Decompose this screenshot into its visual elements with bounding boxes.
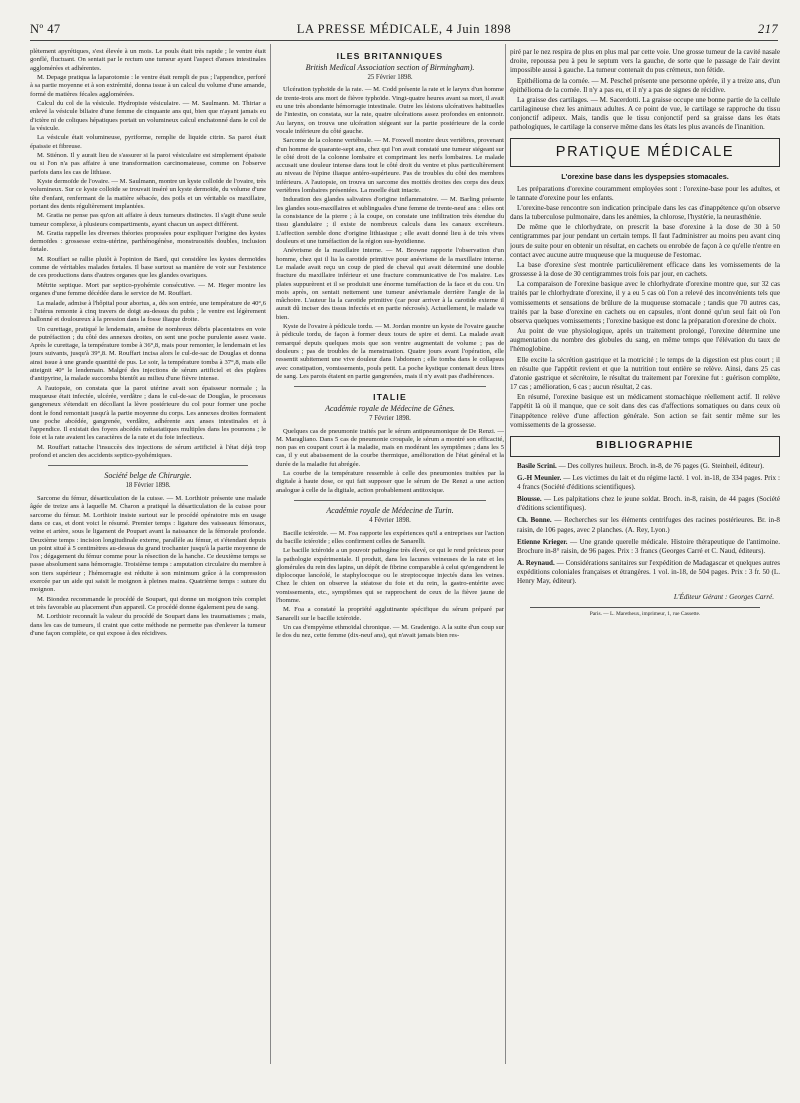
paragraph: Un curettage, pratiqué le lendemain, amène de nombreux débris placentaires en voie de putréfaction ; du côté des annexes droites, on sent une poche purulente assez vaste. Après le curettage, la température tombe à 36°,8, mais pour remonter, le lendemain et les jours suivants, jusqu'à 39°,8. M. Rouffart incisa alors le cul-de-sac de Douglas et donna ainsi issue à une grande quantité de pus. Le soir, la température tomba à 37°,8, mais elle atteignit 40° le lendemain. Malgré des injections de sérum artificiel et des piqûres d'antipyrine, la malade succomba bientôt au milieu d'une fièvre intense.: [30, 325, 266, 383]
bibliography-entry: [510, 538, 780, 556]
bib-text: — Les palpitations chez le jeune soldat. Broch. in-8, raisin, de 44 pages (Société d'éditions scientifiques).: [517, 495, 780, 513]
paragraph: Calcul du col de la vésicule. Hydropisie vésiculaire. — M. Saulmann. M. Thiriar a enlevé la vésicule biliaire d'une femme de cinquante ans qui, bien que n'ayant jamais eu d'ictère ni de coliques hépatiques portait un volumineux calcul enchatonné dans le col de la vésicule.: [30, 99, 266, 132]
printer-line: Paris. — L. Maretheux, imprimeur, 1, rue Cassette.: [530, 607, 760, 618]
bib-text: — Considérations sanitaires sur l'expédition de Madagascar et quelques autres expéditions coloniales françaises et étrangères. 1 vol. in-18, de 504 pages. Prix : 3 fr. 50 (L. Henry May, éditeur).: [517, 559, 780, 586]
column-divider: [505, 44, 506, 1064]
paragraph: M. Gratia ne pense pas qu'on ait affaire à deux tumeurs distinctes. Il s'agit d'une seule tumeur complexe, à plusieurs compartiments, ayant chacun un aspect différent.: [30, 212, 266, 228]
section-heading: ITALIE: [373, 392, 407, 403]
paragraph: Induration des glandes salivaires d'origine inflammatoire. — M. Barling présente les glandes sous-maxillaires et sublinguales d'une femme de trente-neuf ans : elles ont la consistance de la pierre ; à la coupe, on constate une infiltration très étendue du tissu glandulaire ; il existe de nombreux calculs dans les canaux excréteurs. L'affection semble donc d'origine lithiasique ; elle avait donné lieu à de très vives douleurs et une tuméfaction de la région sus-hyoïdienne.: [276, 196, 504, 245]
column-divider: [270, 44, 271, 1064]
paragraph: M. Rouffart rattache l'insuccès des injections de sérum artificiel à l'état déjà trop profond et ancien des accidents septico-pyohémiques.: [30, 443, 266, 460]
bibliography-entry: [510, 462, 780, 471]
bibliographie-heading: BIBLIOGRAPHIE: [510, 436, 780, 457]
paragraph: De même que le chlorhydrate, on prescrit la base d'orexine à la dose de 30 à 50 centigrammes par jour pendant un certain temps. Il faut l'administrer au moins peu avant cinq jours de suite pour en obtenir un résultat, en cachets ou enrobée de façon à ce qu'elle n'entre en contact avec aucune autre muqueuse que la muqueuse de l'estomac.: [510, 223, 780, 259]
bib-text: — Les victimes du lait et du régime lacté. 1 vol. in-18, de 334 pages. Prix : 4 francs (Société d'éditions scientifiques).: [517, 473, 780, 492]
column-1-text: [30, 48, 266, 460]
bib-text: — Recherches sur les éléments centrifuges des racines postérieures. Br. in-8 raisin, de 106 pages, avec 2 planches. (A. Rey, Lyon.): [517, 516, 780, 534]
paragraph: Quelques cas de pneumonie traités par le sérum antipneumonique de De Renzi. — M. Maragliano. Dans 5 cas de pneumonie croupale, le sérum a montré son efficacité, non pas en coupant court à la maladie, mais en modérant les symptômes ; dans les 5 cas, il y eut abaissement de la courbe thermique, amélioration de l'état général et la durée de la maladie fut abrégée.: [276, 427, 504, 468]
page-header: [30, 22, 778, 38]
bib-author: G.-H Meunier.: [517, 473, 562, 482]
pratique-medicale-heading: PRATIQUE MÉDICALE: [510, 138, 780, 167]
column-2: [276, 48, 504, 1058]
paragraph: La graisse des cartilages. — M. Sacerdotti. La graisse occupe une bonne partie de la cellule cartilagineuse chez les animaux adultes. A ce point de vue, le cartilage se rapproche du tissu conjonctif adipeux. Mais, tandis que le tissu conjonctif perd sa graisse dans les états pathologiques, le cartilage la conserve même dans les états les plus avancés de l'inanition.: [510, 95, 780, 132]
paragraph: Anévrisme de la maxillaire interne. — M. Browne rapporte l'observation d'un homme, chez qui il lia la carotide primitive pour anévrisme de la maxillaire interne. Le malade avait reçu un coup de pied de cheval qui avait déterminé une double fracture du maxillaire inférieur et une fracture communicative de l'os malaire. Les plaies suppurèrent et il se produisit une énorme tuméfaction de la face et du cou. Un mois après, on sentait nettement une tumeur anévrismale derrière l'angle de la mâchoire. L'auteur lia la carotide primitive (car pour arriver à la carotide externe il aurait dû inciser des tissus infectés et en partie nécrosés). Actuellement, le malade va bien.: [276, 247, 504, 321]
column-3: [510, 48, 780, 1058]
paragraph: A l'autopsie, on constata que la paroi utérine avait son épaisseur normale ; la muqueuse était infectée, ulcérée, verdâtre ; dans le cul-de-sac de Douglas, le processus gangreneux s'étendait en décollant la lèvre postérieure du col pour former une poche dont le fond remontait jusqu'à la partie moyenne du corps. Les annexes droites formaient une poche abcédée, gangrenée, verdâtre, adhérente aux anses intestinales et à l'appendice. Il existait des foyers abcédés métastatiques multiples dans les poumons ; le foie et la rate avaient les caractères de la rate et du foie infectieux.: [30, 384, 266, 442]
paragraph: Kyste de l'ovaire à pédicule tordu. — M. Jordan montre un kyste de l'ovaire gauche à pédicule tordu, de façon à former deux tours de spire et demi. La malade avait remarqué depuis quelques mois que son ventre augmentait de volume ; pas de douleurs ; pas de troubles de la menstruation. Quatre jours avant l'opération, elle ressentit subitement une vive douleur dans l'abdomen ; elle tomba dans le collapsus avec constipation, vomissements, pouls petit. La poche kystique contenait deux litres de sang. Les parois étaient en partie gangrenées, mais il n'y avait pas d'adhérences.: [276, 323, 504, 380]
paragraph: La courbe de la température ressemble à celle des pneumonies traitées par la digitale à haute dose, ce qui fait supposer que le sérum de De Renzi a une action analogue à celle de la digitale, action probablement antitoxique.: [276, 470, 504, 494]
section-rule: [294, 500, 486, 501]
bibliography-entry: [510, 474, 780, 492]
journal-title: LA PRESSE MÉDICALE, 4 Juin 1898: [296, 22, 512, 36]
society-date: 18 Février 1898.: [125, 482, 171, 490]
section-date: 25 Février 1898.: [367, 73, 413, 81]
header-rule: [30, 40, 778, 41]
paragraph: Kyste dermoïde de l'ovaire. — M. Saulmann, montre un kyste colloïde de l'ovaire, très volumineux. Sur ce kyste colloïde se trouvait inséré un kyste dermoïde, du volume d'une tête d'enfant, renfermant de la matière sébacée, des poils et un véritable os maxillaire, portant des dents régulièrement implantées.: [30, 177, 266, 210]
section-heading: ILES BRITANNIQUES: [336, 51, 444, 61]
section-subtitle: British Medical Association section of Birmingham).: [305, 62, 475, 72]
paragraph: En résumé, l'orexine basique est un médicament stomachique réellement actif. Il relève l'appétit là où il manque, que ce soit dans des cas d'affections somatiques ou dans ceux où l'inappétence relève d'une affection générale. Son action se fait sentir même sur les vomissements de la grossesse.: [510, 393, 780, 429]
paragraph: Elle excite la sécrétion gastrique et la motricité ; le temps de la digestion est plus court ; il en résulte que l'appétit revient et que la nutrition tout entière se relève. Ainsi, dans 25 cas d'atonie gastrique et sécrétoire, le résultat du traitement par l'orexine fut : guérison complète, 17 cas ; amélioration, 6 cas ; aucun résultat, 2 cas.: [510, 355, 780, 392]
bibliography-entry: [510, 559, 780, 586]
section-rule: [48, 465, 248, 466]
paragraph: La comparaison de l'orexine basique avec le chlorhydrate d'orexine montre que, sur 32 cas traités par le chlorhydrate d'orexine, il y a eu 5 cas où l'on a relevé des inconvénients tels que vomissements et sensations de brûlure de la muqueuse stomacale ; tandis que 70 autres cas, traités par la base d'orexine en cachets ou en capsules, n'ont donné qu'un seul fait où l'on observa quelques vomissements ; l'orexine basique est donc la préparation d'orexine de choix.: [510, 280, 780, 325]
paragraph: piré par le nez respira de plus en plus mal par cette voie. Une grosse tumeur de la cavité nasale droite, repoussa peu à peu le septum vers la gauche, de sorte que le passage de l'air devint impossible aussi à gauche. La tumeur contenait du pus crémeux, non fétide.: [510, 48, 780, 75]
section-subtitle: Académie royale de Médecine de Turin.: [326, 506, 454, 516]
paragraph: M. Lorthioir reconnaît la valeur du procédé de Soupart dans les traumatismes ; mais, dans les cas de tumeurs, il craint que cette méthode ne permette pas d'enlever la tumeur d'une façon complète, ce qui expose à des récidives.: [30, 613, 266, 637]
paragraph: Epithélioma de la cornée. — M. Peschel présente une personne opérée, il y a treize ans, d'un épithélioma de la cornée. Il n'y a pas eu, et il n'y a pas de signes de récidive.: [510, 76, 780, 94]
paragraph: Sarcome de la colonne vertébrale. — M. Foxwell montre deux vertèbres, provenant d'un homme de quarante-sept ans, chez qui l'on avait constaté une tumeur siégeant sur le côté droit de la colonne lombaire et comprimant les nerfs lombaires. Le malade accusait une douleur intense dans tout le côté droit du ventre et plus particulièrement au niveau de l'épine iliaque antéro-supérieure. Pas de troubles du côté des membres inférieurs. A l'autopsie, on trouva un sarcome des moitiés droites des corps des deux vertèbres lombaires présentées. La moelle était intacte.: [276, 137, 504, 195]
bib-author: Ch. Bonne.: [517, 516, 552, 525]
paragraph: Sarcome du fémur, désarticulation de la cuisse. — M. Lorthioir présente une malade âgée de treize ans à laquelle M. Charon a pratiqué la désarticulation de la cuisse pour sarcome du fémur. M. Lorthioir insiste surtout sur le procédé opératoire mis en usage dans ce cas, et dont voici le résumé. Premier temps : ligature des vaisseaux fémoraux, veine et artère, sous le ligament de Poupart avant la naissance de la fémorale profonde. Deuxième temps : incision longitudinale externe, parallèle au fémur, et s'étendant depuis un point situé à 5 centimètres au-dessus du grand trochanter jusqu'à la partie moyenne de l'os ; dégagement du fémur comme pour la résection de la hanche. Ce deuxième temps se passe absolument sans hémorragie. Troisième temps : amputation circulaire du membre à son tiers supérieur ; l'hémorragie est réduite à son minimum grâce à la compression exercée par un aide qui saisit le moignon à pleines mains. Quatrième temps : suture du moignon.: [30, 495, 266, 594]
society-title: Société belge de Chirurgie.: [104, 471, 192, 481]
paragraph: Le bacille ictéroïde a un pouvoir pathogène très élevé, ce qui le rend précieux pour la pathologie expérimentale. Il produit, dans les lacunes veineuses de la rate et les glomérules du rein des lapins, un dépôt de fibrine comparable à celui qu'engendrent le diplocoque lancéolé, le staphylocoque ou le streptocoque injectés dans les veines. Chez le chien on observe la stéatose du foie et du rein, la gastro-entérite avec vomissements, etc., symptômes qui se rapprochent de ceux de la fièvre jaune de l'homme.: [276, 547, 504, 605]
section-subtitle: Académie royale de Médecine de Gênes.: [325, 403, 455, 413]
paragraph: M. Biondez recommande le procédé de Soupart, qui donne un moignon très complet et très favorable au placement d'un appareil. Ce procédé donne également peu de sang.: [30, 595, 266, 611]
bibliography-entry: [510, 516, 780, 534]
paragraph: Bacille ictéroïde. — M. Foa rapporte les expériences qu'il a entreprises sur l'action du bacille ictéroïde ; elles confirment celles de Sanarelli.: [276, 529, 504, 545]
paragraph: La malade, admise à l'hôpital pour abortus, a, dès son entrée, une température de 40°,6 : l'utérus remonte à cinq travers de doigt au-dessus du pubis ; le ventre est légèrement ballonné et douloureux à la pression dans la fosse iliaque droite.: [30, 299, 266, 324]
bib-text: — Une grande querelle médicale. Histoire thérapeutique de l'antimoine. Brochure in-8° raisin, de 96 pages. Prix : 3 francs (Georges Carré et C. Naud, éditeurs).: [517, 537, 780, 555]
paragraph: La base d'orexine s'est montrée particulièrement efficace dans les vomissements de la grossesse à la dose de 30 centigrammes trois fois par jour, en cachets.: [510, 260, 780, 279]
paragraph: M. Foa a constaté la propriété agglutinante spécifique du sérum préparé par Sanarelli sur le bacille ictéroïde.: [276, 606, 504, 622]
bib-author: Basile Scrini.: [517, 461, 557, 470]
paragraph: plètement apyrétiques, s'est élevée à un mois. Le pouls était très rapide ; le ventre était gonflé, fluctuant. On sentait par le rectum une tumeur ayant l'aspect d'anses intestinales agglomérées et adhérentes.: [30, 48, 266, 72]
paragraph: Au point de vue physiologique, après un traitement prolongé, l'orexine détermine une augmentation du nombre des globules du sang, en même temps que l'élévation du taux de l'hémoglobine.: [510, 327, 780, 354]
paragraph: Un cas d'empyème ethmoïdal chronique. — M. Gradenigo. A la suite d'un coup sur le dos du nez, cette femme (dix-neuf ans), qui n'avait jamais bien res-: [276, 624, 504, 640]
paragraph: Les préparations d'orexine couramment employées sont : l'orexine-base pour les adultes, et le tannate d'orexine pour les enfants.: [510, 184, 780, 202]
section-date: 4 Février 1898.: [369, 517, 411, 525]
page-number-left: Nº 47: [30, 22, 61, 36]
bib-text: — Des collyres huileux. Broch. in-8, de 76 pages (G. Steinheil, éditeur).: [556, 461, 765, 470]
bibliography-list: [510, 462, 780, 587]
bibliography-entry: [510, 495, 780, 513]
section-date: 7 Février 1898.: [369, 414, 411, 422]
bib-author: Etienne Krieger.: [517, 537, 568, 546]
paragraph: M. Gratia rappelle les diverses théories proposées pour expliquer l'origine des kystes dermoïdes : grossesse extra-utérine, parthénogénèse, monstruosités doubles, inclusion fœtale.: [30, 229, 266, 254]
paragraph: Métrite septique. Mort par septico-pyohémie consécutive. — M. Heger montre les organes d'une femme décédée dans le service de M. Rouffart.: [30, 281, 266, 298]
paragraph: L'orexine-base rencontre son indication principale dans les cas d'inappétence qu'on observe dans la tuberculose pulmonaire, dans les anémies, la chlorose, l'hystérie, la neurasthénie.: [510, 203, 780, 222]
article-title: L'orexine base dans les dyspepsies stomacales.: [561, 172, 729, 182]
paragraph: M. Depage pratiqua la laparotomie : le ventre était rempli de pus ; l'appendice, perforé à sa partie moyenne et à son extrémité, donna issue à un calcul du volume d'une amande, formé de matières fécales agglomérées.: [30, 73, 266, 98]
column-1: [30, 48, 266, 1058]
paragraph: Ulcération typhoïde de la rate. — M. Codd présente la rate et le larynx d'un homme de trente-trois ans mort de fièvre typhoïde. Vingt-quatre heures avant sa mort, il avait eu une très abondante hémorragie intestinale. Outre les lésions ulcératives habituelles de l'intestin, on constata, sur la rate, quatre ulcérations assez profondes en entonnoir. Au larynx, on trouva une ulcération siégeant sur la partie postérieure de la corde vocale inférieure du côté gauche.: [276, 86, 504, 135]
paragraph: M. Stiénon. Il y aurait lieu de s'assurer si la paroi vésiculaire est simplement épaissie ou si l'on n'a pas affaire à une transformation carcinomateuse, comme on l'observe parfois dans les cas de lithiase.: [30, 151, 266, 176]
paragraph: M. Rouffart se rallie plutôt à l'opinion de Bard, qui considère les kystes dermoïdes comme de véritables malades fœtales. Il base surtout sa manière de voir sur l'existence de ces productions dans d'autres organes que les glandes ovariques.: [30, 255, 266, 280]
bib-author: Biousse.: [517, 495, 542, 504]
paragraph: La vésicule était volumineuse, pyriforme, remplie de liquide citrin. Sa paroi était épaissie et fibreuse.: [30, 134, 266, 150]
page-number-right: 217: [758, 22, 778, 36]
bib-author: A. Reynaud.: [517, 559, 555, 568]
section-rule: [294, 386, 486, 387]
editor-signature: L'Éditeur Gérant : Georges Carré.: [673, 593, 774, 602]
